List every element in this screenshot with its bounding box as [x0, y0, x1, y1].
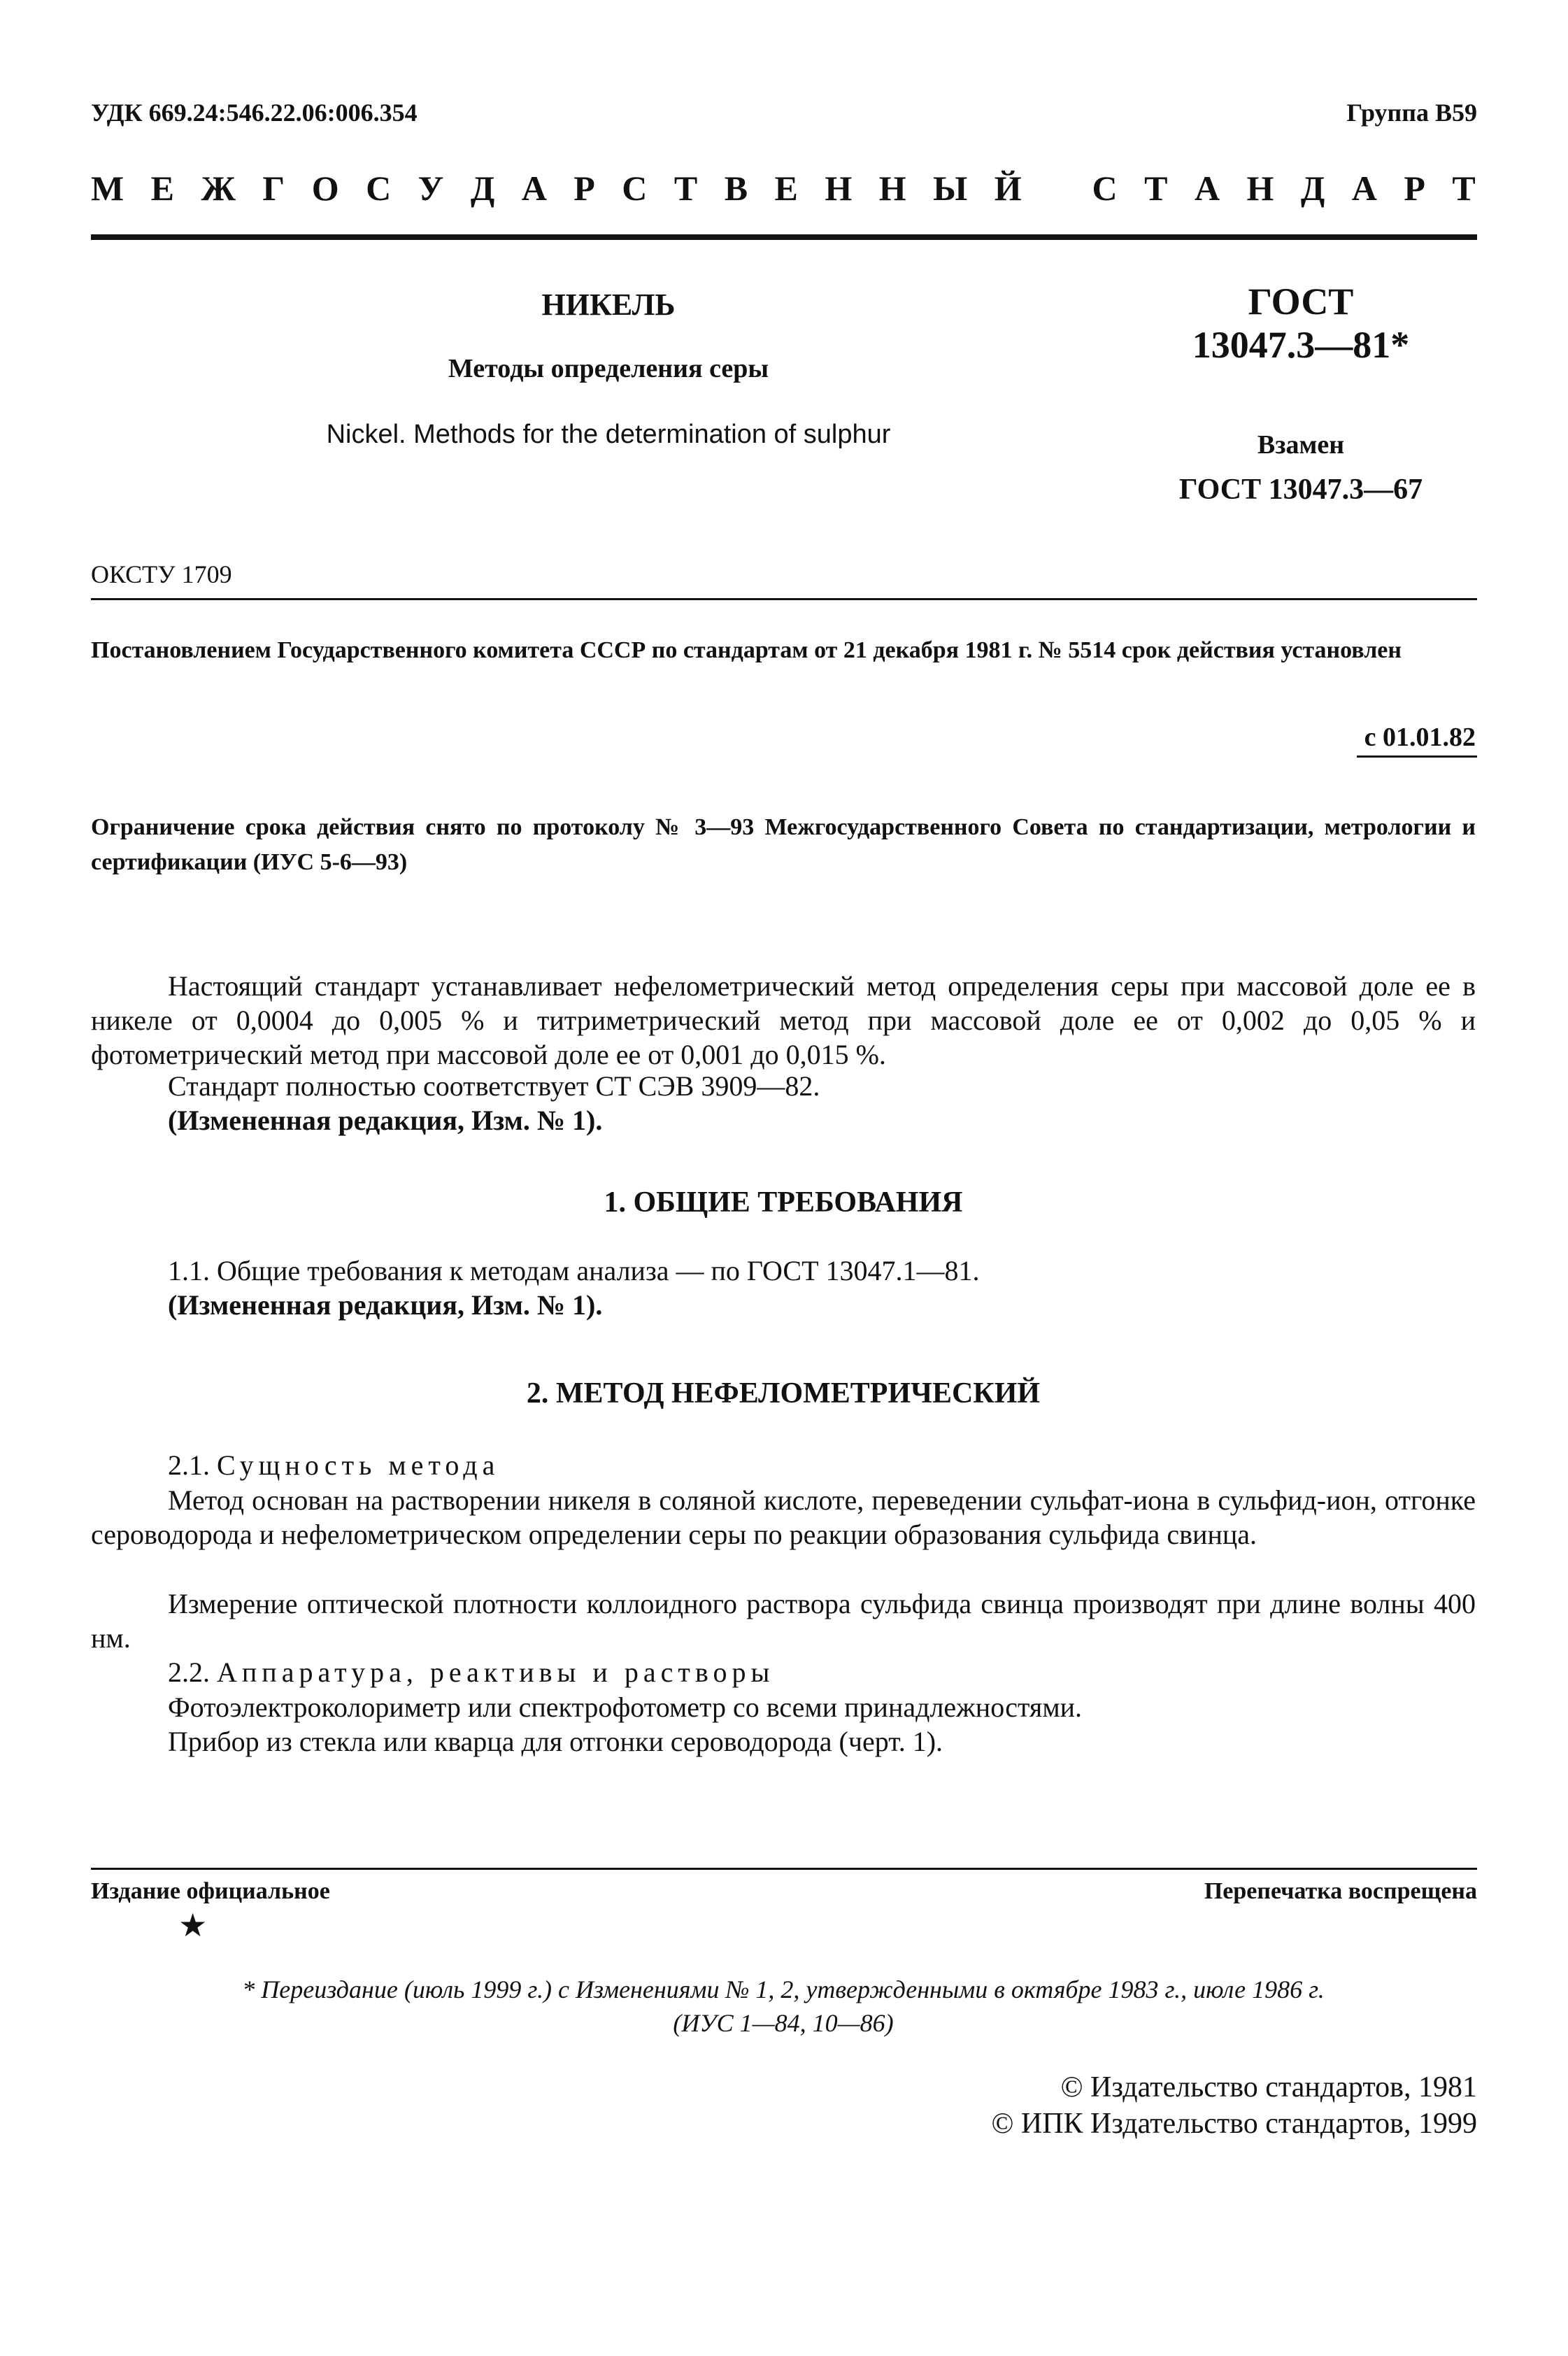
banner-letter: Д	[1300, 169, 1325, 208]
reissue-note	[91, 1973, 1476, 2040]
restriction-text: Ограничение срока действия снято по протоколу № 3—93 Межгосударственного Совета по стандартизации, метрологии и сертификации (ИУС 5-6—93)	[91, 814, 1476, 875]
banner-letter: С	[622, 169, 648, 208]
clause-1-1-amendment: (Измененная редакция, Изм. № 1).	[168, 1289, 603, 1321]
banner-letter: Й	[994, 169, 1022, 208]
clause-2-2-heading	[91, 1655, 1476, 1689]
banner-letter: С	[366, 169, 392, 208]
gost-block	[1147, 280, 1455, 506]
group-code: Группа В59	[1346, 99, 1477, 127]
header-rule	[91, 234, 1477, 240]
intro-paragraph: Настоящий стандарт устанавливает нефелометрический метод определения серы при массовой доле ее в никеле от 0,0004 до 0,005 % и титриметрический метод при массовой доле ее от 0,002 до 0,05 % и фотометрический метод при массовой доле ее от 0,001 до 0,015 %.	[91, 970, 1476, 1070]
banner-letter: Н	[1246, 169, 1274, 208]
valid-from-date: с 01.01.82	[1364, 723, 1476, 752]
reissue-note-line-1: * Переиздание (июль 1999 г.) с Изменениями № 1, 2, утвержденными в октябре 1983 г., июле 1986 г.	[242, 1975, 1325, 2003]
okstu-code: ОКСТУ 1709	[91, 560, 232, 588]
banner-letter: Т	[1452, 169, 1476, 208]
banner-letter: С	[1092, 169, 1118, 208]
clause-2-2-item-apparatus: Прибор из стекла или кварца для отгонки сероводорода (черт. 1).	[168, 1726, 943, 1757]
copyright-1981: © Издательство стандартов, 1981	[1060, 2071, 1477, 2103]
intro-amendment-note: (Измененная редакция, Изм. № 1).	[168, 1105, 603, 1136]
clause-2-1-measurement: Измерение оптической плотности коллоидного раствора сульфида свинца производят при длине волны 400 нм.	[91, 1588, 1476, 1654]
banner-letter: А	[521, 169, 547, 208]
valid-date-underline	[1357, 755, 1477, 758]
udk-code: УДК 669.24:546.22.06:006.354	[91, 99, 418, 127]
banner-letter: Т	[1144, 169, 1168, 208]
clause-2-1-number: 2.1.	[168, 1449, 210, 1481]
section-1-heading: 1. ОБЩИЕ ТРЕБОВАНИЯ	[604, 1186, 963, 1219]
banner-letter: Ж	[201, 169, 236, 208]
clause-1-1: 1.1. Общие требования к методам анализа — по ГОСТ 13047.1—81.	[168, 1255, 980, 1286]
clause-2-2-title: Аппаратура, реактивы и растворы	[217, 1656, 775, 1688]
banner-letter: Ы	[933, 169, 968, 208]
gost-label: ГОСТ	[1248, 281, 1354, 322]
gost-number: 13047.3—81*	[1192, 324, 1410, 366]
star-icon: ★	[178, 1908, 208, 1943]
clause-2-2-number: 2.2.	[168, 1656, 210, 1688]
banner-letter: Р	[1404, 169, 1425, 208]
doc-title: НИКЕЛЬ	[541, 288, 676, 322]
banner-letter: А	[1351, 169, 1377, 208]
clause-2-1-heading	[91, 1448, 1476, 1482]
replaces-label: Взамен	[1257, 430, 1345, 460]
banner-space	[1048, 168, 1065, 208]
interstate-standard-banner	[91, 168, 1476, 208]
replaces-value: ГОСТ 13047.3—67	[1178, 474, 1423, 506]
banner-letter: У	[418, 169, 444, 208]
official-edition-label: Издание официальное	[91, 1878, 330, 1904]
banner-letter: А	[1194, 169, 1220, 208]
copyright-1999: © ИПК Издательство стандартов, 1999	[991, 2108, 1477, 2140]
doc-subtitle: Методы определения серы	[448, 354, 769, 383]
intro-compliance: Стандарт полностью соответствует СТ СЭВ 3909—82.	[168, 1070, 820, 1102]
doc-title-english: Nickel. Methods for the determination of sulphur	[326, 420, 891, 449]
clause-2-1-title: Сущность метода	[217, 1449, 500, 1481]
banner-letter: М	[91, 169, 124, 208]
banner-letter: Н	[878, 169, 906, 208]
okstu-rule	[91, 598, 1477, 600]
banner-letter: Р	[573, 169, 595, 208]
banner-letter: Т	[673, 169, 698, 208]
banner-letter: Д	[470, 169, 495, 208]
reissue-note-line-2: (ИУС 1—84, 10—86)	[673, 2009, 894, 2037]
decree-text: Постановлением Государственного комитета СССР по стандартам от 21 декабря 1981 г. № 5514 срок действия установлен	[91, 637, 1402, 663]
banner-letter: О	[311, 169, 339, 208]
section-2-heading: 2. МЕТОД НЕФЕЛОМЕТРИЧЕСКИЙ	[526, 1377, 1041, 1410]
clause-2-2-item-photometer: Фотоэлектроколориметр или спектрофотометр со всеми принадлежностями.	[168, 1691, 1083, 1723]
banner-letter: В	[724, 169, 748, 208]
banner-letter: Е	[774, 169, 798, 208]
banner-letter: Г	[262, 169, 285, 208]
banner-letter: Н	[825, 169, 853, 208]
banner-letter: Е	[150, 169, 175, 208]
footer-rule	[91, 1868, 1477, 1870]
clause-2-1-principle: Метод основан на растворении никеля в соляной кислоте, переведении сульфат-иона в сульфид-ион, отгонке сероводорода и нефелометрическом определении серы по реакции образования сульфида свинца.	[91, 1484, 1476, 1550]
reprint-prohibited-label: Перепечатка воспрещена	[1204, 1878, 1477, 1904]
